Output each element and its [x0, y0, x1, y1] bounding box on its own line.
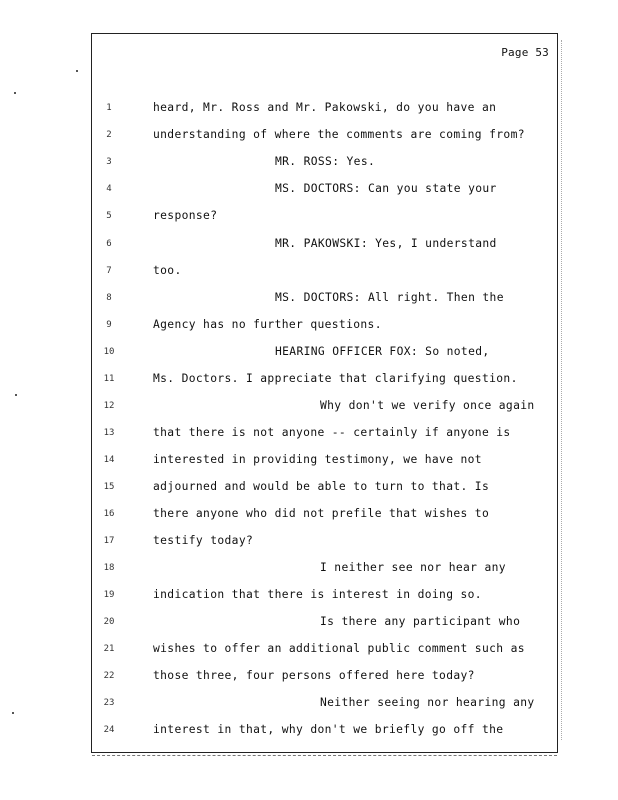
line-text: MS. DOCTORS: Can you state your [275, 182, 497, 195]
line-number: 17 [103, 536, 115, 546]
transcript-line [92, 722, 559, 738]
line-text: that there is not anyone -- certainly if anyone is [153, 426, 511, 439]
line-number: 21 [103, 644, 115, 654]
transcript-line [92, 290, 559, 306]
transcript-line [92, 127, 559, 143]
line-number: 24 [103, 725, 115, 735]
transcript-line [92, 208, 559, 224]
line-text: adjourned and would be able to turn to that. Is [153, 480, 490, 493]
transcript-line [92, 371, 559, 387]
transcript-line [92, 587, 559, 603]
line-number: 13 [103, 428, 115, 438]
line-number: 16 [103, 509, 115, 519]
line-text: Is there any participant who [320, 615, 521, 628]
line-number: 11 [103, 374, 115, 384]
transcript-line [92, 263, 559, 279]
line-number: 3 [106, 157, 112, 167]
transcript-line [92, 668, 559, 684]
line-text: Neither seeing nor hearing any [320, 696, 535, 709]
line-text: Ms. Doctors. I appreciate that clarifying question. [153, 372, 518, 385]
line-text: understanding of where the comments are coming from? [153, 128, 525, 141]
line-number: 9 [106, 320, 112, 330]
line-number: 14 [103, 455, 115, 465]
line-text: response? [153, 209, 218, 222]
line-text: MS. DOCTORS: All right. Then the [275, 291, 504, 304]
transcript-line [92, 236, 559, 252]
transcript-page [91, 33, 558, 753]
transcript-line [92, 317, 559, 333]
transcript-line [92, 695, 559, 711]
line-number: 10 [103, 347, 115, 357]
transcript-line [92, 452, 559, 468]
transcript-line [92, 560, 559, 576]
line-text: HEARING OFFICER FOX: So noted, [275, 345, 490, 358]
transcript-line [92, 398, 559, 414]
line-number: 15 [103, 482, 115, 492]
transcript-line [92, 181, 559, 197]
line-text: I neither see nor hear any [320, 561, 506, 574]
line-number: 19 [103, 590, 115, 600]
line-text: MR. ROSS: Yes. [275, 155, 376, 168]
line-text: too. [153, 264, 182, 277]
transcript-line [92, 344, 559, 360]
transcript-line [92, 506, 559, 522]
line-text: Agency has no further questions. [153, 318, 382, 331]
line-number: 12 [103, 401, 115, 411]
line-number: 2 [106, 130, 112, 140]
scan-speck [76, 70, 78, 72]
transcript-line [92, 425, 559, 441]
transcript-line [92, 479, 559, 495]
line-text: interested in providing testimony, we have not [153, 453, 482, 466]
scan-speck [14, 92, 16, 94]
transcript-line [92, 533, 559, 549]
line-number: 23 [103, 698, 115, 708]
line-text: wishes to offer an additional public comment such as [153, 642, 525, 655]
line-text: MR. PAKOWSKI: Yes, I understand [275, 237, 497, 250]
line-text: there anyone who did not prefile that wishes to [153, 507, 490, 520]
scan-speck [15, 394, 17, 396]
scan-edge-line [561, 40, 562, 740]
line-number: 1 [106, 103, 112, 113]
line-number: 22 [103, 671, 115, 681]
line-number: 5 [106, 211, 112, 221]
transcript-line [92, 614, 559, 630]
scan-speck [12, 712, 14, 714]
line-text: interest in that, why don't we briefly go off the [153, 723, 504, 736]
page-number: Page 53 [501, 46, 549, 59]
line-text: Why don't we verify once again [320, 399, 535, 412]
line-number: 4 [106, 184, 112, 194]
line-text: those three, four persons offered here today? [153, 669, 475, 682]
line-text: testify today? [153, 534, 254, 547]
line-text: heard, Mr. Ross and Mr. Pakowski, do you have an [153, 101, 497, 114]
transcript-line [92, 154, 559, 170]
bottom-rule [92, 755, 557, 756]
transcript-line [92, 100, 559, 116]
line-number: 7 [106, 266, 112, 276]
line-number: 18 [103, 563, 115, 573]
transcript-line [92, 641, 559, 657]
line-number: 6 [106, 239, 112, 249]
line-number: 8 [106, 293, 112, 303]
line-number: 20 [103, 617, 115, 627]
line-text: indication that there is interest in doing so. [153, 588, 482, 601]
